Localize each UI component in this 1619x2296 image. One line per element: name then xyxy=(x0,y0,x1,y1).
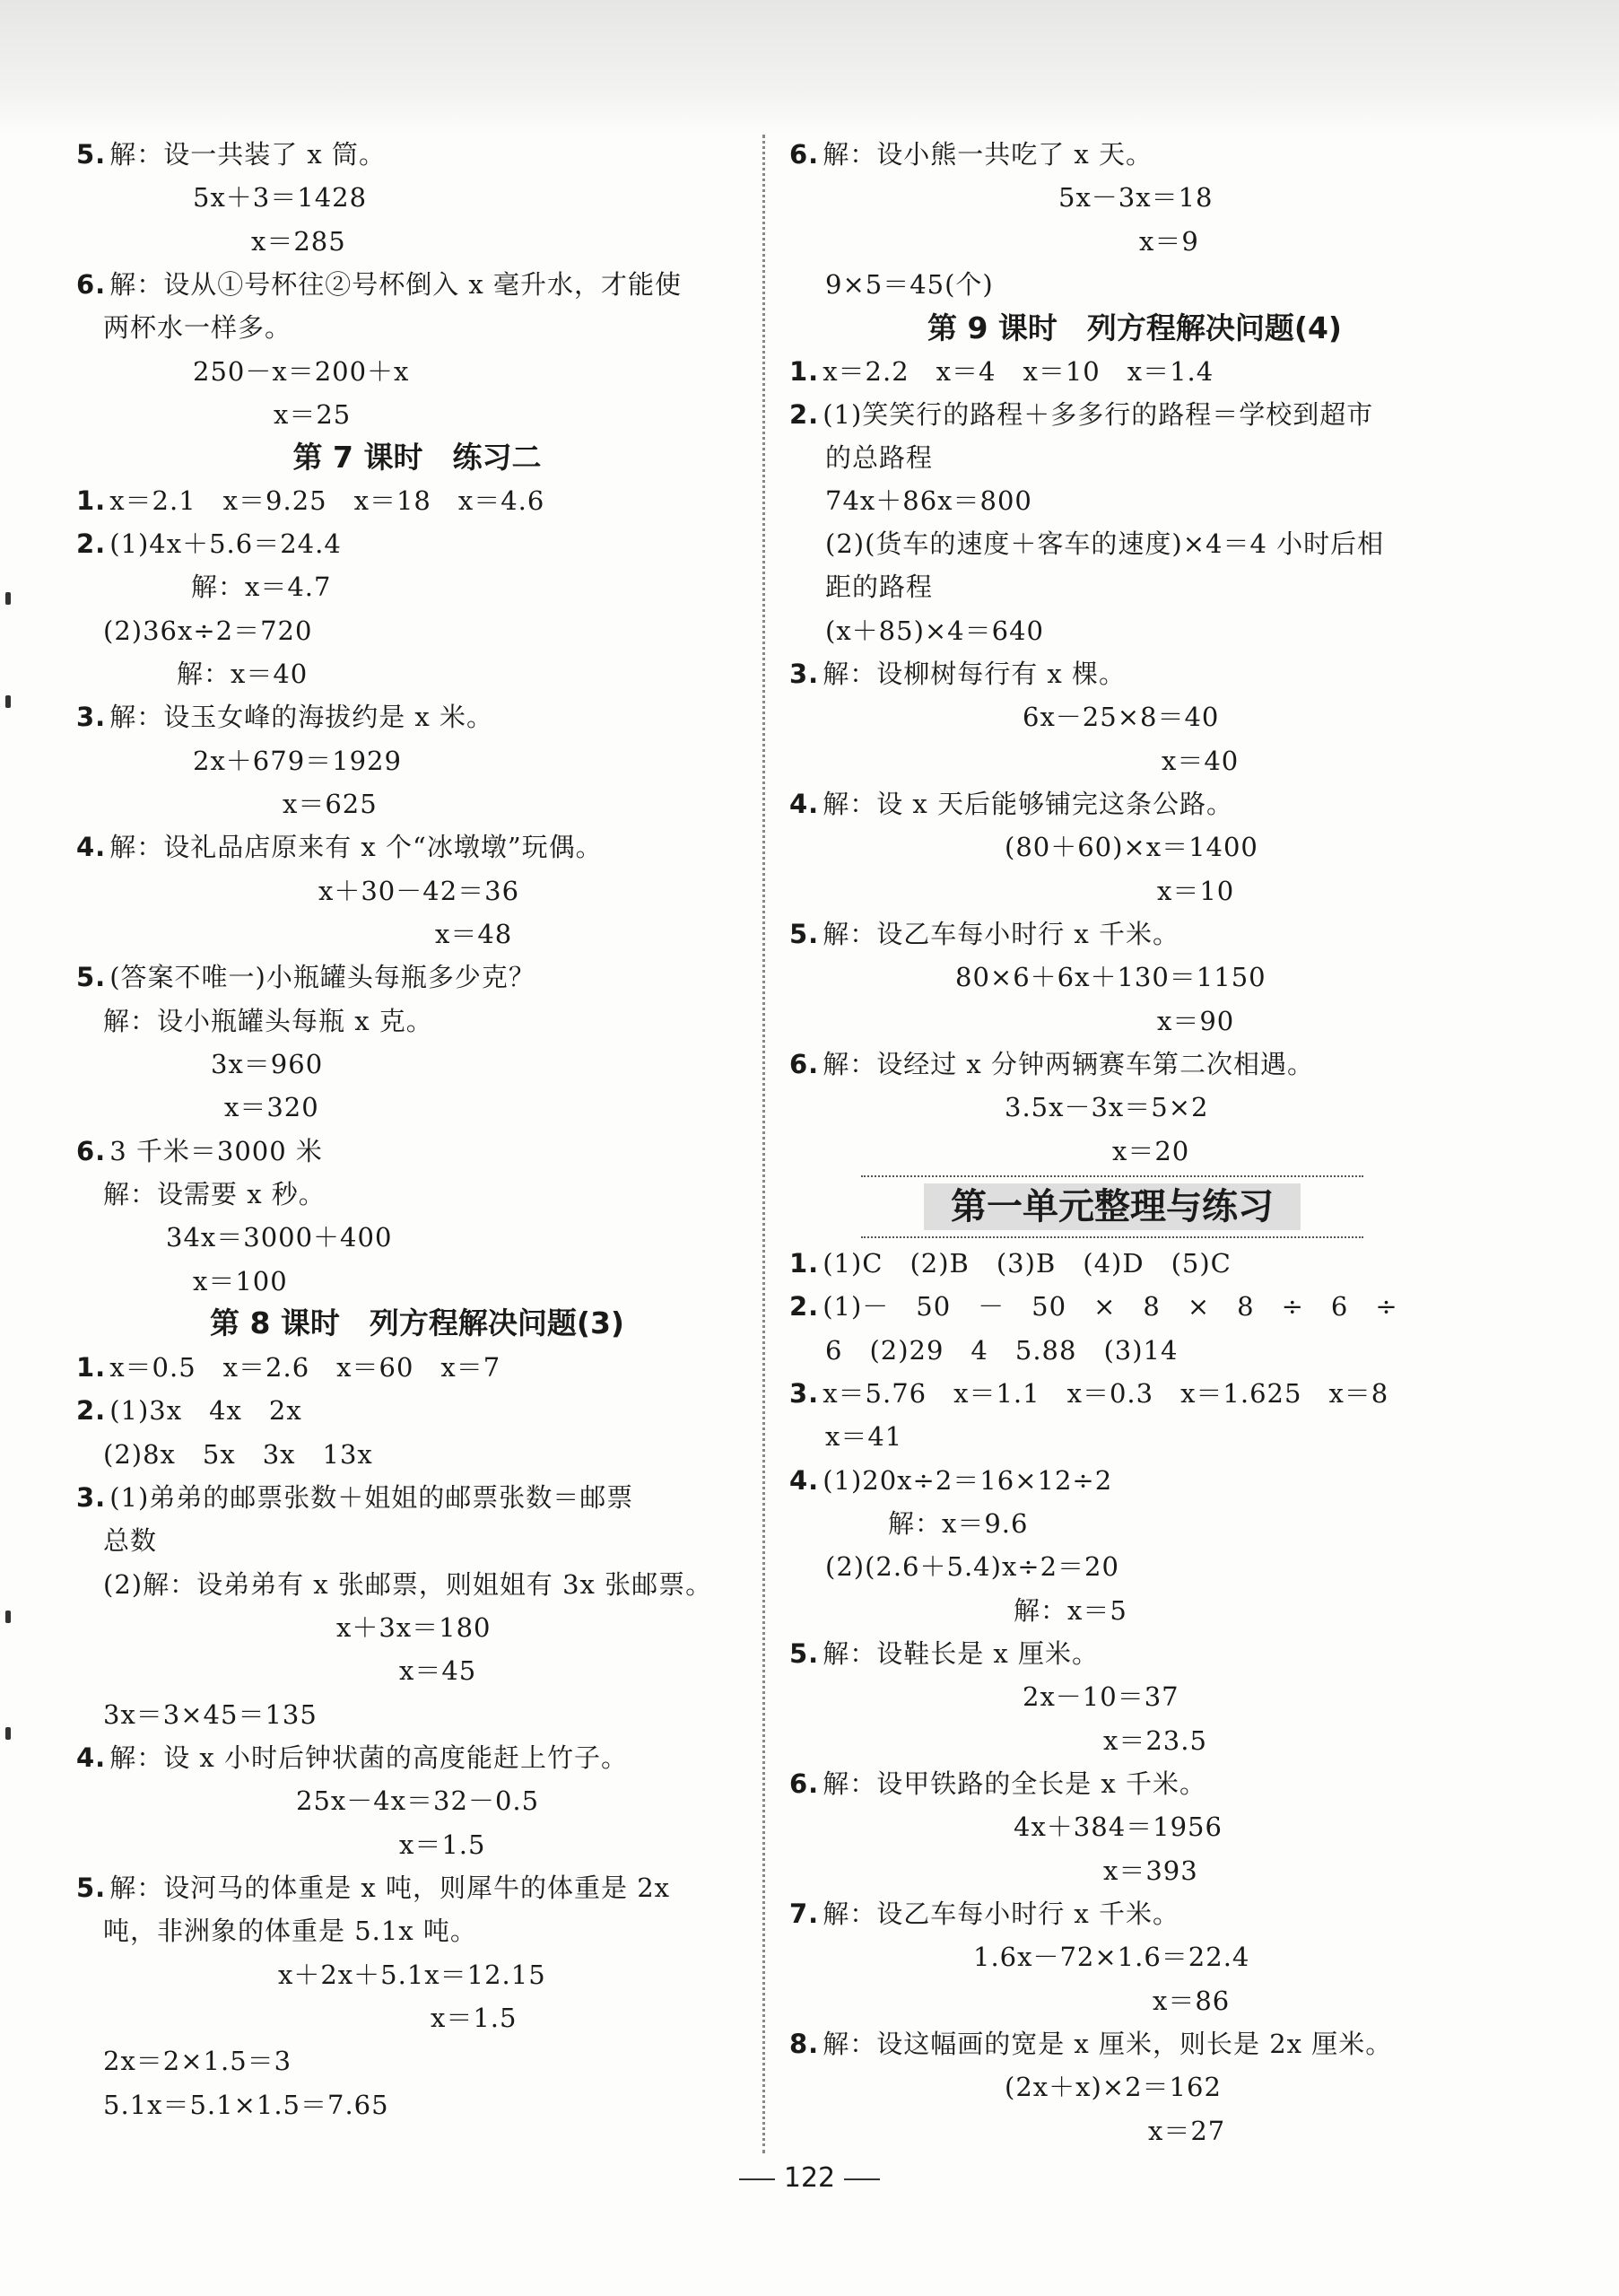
equation-line: 4x＋384＝1956 xyxy=(1014,1811,1223,1842)
equation-line: x＝320 xyxy=(224,1092,319,1122)
equation-line: x＝45 xyxy=(399,1655,477,1686)
answer-line: 1. x＝2.1 x＝9.25 x＝18 x＝4.6 xyxy=(76,485,545,516)
answer-line: 的总路程 xyxy=(825,442,934,473)
equation-line: (x＋85)×4＝640 xyxy=(825,615,1044,646)
answer-line: 解：设小瓶罐头每瓶 x 克。 xyxy=(103,1006,433,1036)
answer-line: 5. (答案不唯一)小瓶罐头每瓶多少克？ xyxy=(76,962,535,992)
answer-line: 1. x＝2.2 x＝4 x＝10 x＝1.4 xyxy=(789,356,1214,387)
equation-line: x＝86 xyxy=(1153,1986,1231,2016)
section-heading: 第 9 课时 列方程解决问题(4) xyxy=(927,310,1343,345)
answer-line: 2. (1)3x 4x 2x xyxy=(76,1395,302,1426)
answer-line: 1. x＝0.5 x＝2.6 x＝60 x＝7 xyxy=(76,1352,501,1383)
scan-mark xyxy=(5,1611,11,1623)
equation-line: 2x＋679＝1929 xyxy=(193,746,402,776)
answer-line: 4. 解：设 x 小时后钟状菌的高度能赶上竹子。 xyxy=(76,1742,628,1773)
equation-line: x＝10 xyxy=(1157,876,1235,906)
answer-line: 距的路程 xyxy=(825,572,934,602)
equation-line: x＋30－42＝36 xyxy=(318,876,520,906)
equation-line: x＝9 xyxy=(1139,226,1199,257)
answer-line: (2)(货车的速度＋客车的速度)×4＝4 小时后相 xyxy=(825,528,1385,559)
answer-line: 6. 解：设甲铁路的全长是 x 千米。 xyxy=(789,1768,1206,1799)
equation-line: x＝40 xyxy=(1162,746,1240,776)
equation-line: 5.1x＝5.1×1.5＝7.65 xyxy=(103,2090,389,2120)
answer-line: 5. 解：设河马的体重是 x 吨，则犀牛的体重是 2x xyxy=(76,1873,671,1903)
equation-line: x＝41 xyxy=(825,1421,903,1452)
answer-line: 3. x＝5.76 x＝1.1 x＝0.3 x＝1.625 x＝8 xyxy=(789,1378,1389,1409)
equation-line: 25x－4x＝32－0.5 xyxy=(296,1785,540,1816)
answer-line: 2. (1)4x＋5.6＝24.4 xyxy=(76,528,342,559)
equation-line: x＝100 xyxy=(193,1266,288,1296)
equation-line: x＝48 xyxy=(435,919,513,949)
page-number-dash xyxy=(739,2178,775,2180)
section-heading: 第 7 课时 练习二 xyxy=(292,440,542,475)
answer-line: 3. 解：设柳树每行有 x 棵。 xyxy=(789,659,1126,689)
equation-line: 1.6x－72×1.6＝22.4 xyxy=(973,1942,1250,1972)
equation-line: (80＋60)×x＝1400 xyxy=(1005,832,1258,862)
answer-line: 7. 解：设乙车每小时行 x 千米。 xyxy=(789,1899,1179,1929)
equation-line: 250－x＝200＋x xyxy=(193,356,410,387)
equation-line: x＝1.5 xyxy=(399,1829,486,1860)
unit-heading: 第一单元整理与练习 xyxy=(861,1175,1363,1238)
answer-line: 6. 解：设经过 x 分钟两辆赛车第二次相遇。 xyxy=(789,1049,1314,1079)
equation-line: 3.5x－3x＝5×2 xyxy=(1005,1092,1209,1122)
equation-line: 2x＝2×1.5＝3 xyxy=(103,2046,292,2076)
answer-line: 2. (1)笑笑行的路程＋多多行的路程＝学校到超市 xyxy=(789,399,1374,430)
answer-line: 2. (1)－ 50 － 50 × 8 × 8 ÷ 6 ÷ xyxy=(789,1291,1398,1322)
equation-line: (2)(2.6＋5.4)x÷2＝20 xyxy=(825,1551,1119,1582)
scan-mark xyxy=(5,1727,11,1740)
answer-line: (2)解：设弟弟有 x 张邮票，则姐姐有 3x 张邮票。 xyxy=(103,1569,713,1600)
answer-line: 5. 解：设鞋长是 x 厘米。 xyxy=(789,1638,1099,1669)
section-heading: 第 8 课时 列方程解决问题(3) xyxy=(209,1305,625,1340)
answer-line: 解：设需要 x 秒。 xyxy=(103,1179,326,1209)
scan-mark xyxy=(5,592,11,605)
equation-line: 3x＝960 xyxy=(211,1049,324,1079)
equation-line: x＝285 xyxy=(251,226,346,257)
equation-line: x＝27 xyxy=(1148,2116,1226,2146)
answer-line: 3. (1)弟弟的邮票张数＋姐姐的邮票张数＝邮票 xyxy=(76,1482,634,1513)
equation-line: x＋3x＝180 xyxy=(336,1612,492,1643)
answer-line: 4. 解：设 x 天后能够铺完这条公路。 xyxy=(789,789,1233,819)
answer-line: 6. 3 千米＝3000 米 xyxy=(76,1136,323,1166)
page-number-text: 122 xyxy=(783,2162,836,2194)
column-divider xyxy=(762,135,765,2153)
answer-line: 6 (2)29 4 5.88 (3)14 xyxy=(825,1335,1179,1366)
top-scan-band xyxy=(0,0,1619,135)
answer-line: 6. 解：设从①号杯往②号杯倒入 x 毫升水，才能使 xyxy=(76,269,682,300)
answer-line: 两杯水一样多。 xyxy=(103,312,292,343)
page-number xyxy=(0,2162,1619,2194)
answer-line: 1. (1)C (2)B (3)B (4)D (5)C xyxy=(789,1248,1232,1279)
equation-line: 2x－10＝37 xyxy=(1023,1681,1179,1712)
page-number-dash xyxy=(844,2178,880,2180)
answer-line: 4. 解：设礼品店原来有 x 个“冰墩墩”玩偶。 xyxy=(76,832,603,862)
answer-line: 吨，非洲象的体重是 5.1x 吨。 xyxy=(103,1916,477,1946)
equation-line: 解：x＝5 xyxy=(1014,1595,1127,1626)
answer-line: 8. 解：设这幅画的宽是 x 厘米，则长是 2x 厘米。 xyxy=(789,2029,1393,2059)
equation-line: 74x＋86x＝800 xyxy=(825,485,1032,516)
answer-line: 6. 解：设小熊一共吃了 x 天。 xyxy=(789,139,1153,170)
equation-line: 5x＋3＝1428 xyxy=(193,182,368,213)
equation-line: 34x＝3000＋400 xyxy=(166,1222,393,1253)
equation-line: 解：x＝40 xyxy=(177,659,309,689)
equation-line: x＝393 xyxy=(1103,1855,1198,1886)
equation-line: x＝25 xyxy=(274,399,352,430)
equation-line: (2)36x÷2＝720 xyxy=(103,615,313,646)
equation-line: x＝625 xyxy=(283,789,378,819)
equation-line: 80×6＋6x＋130＝1150 xyxy=(955,962,1266,992)
answer-line: 总数 xyxy=(103,1525,158,1556)
scan-mark xyxy=(5,695,11,708)
answer-line: 4. (1)20x÷2＝16×12÷2 xyxy=(789,1465,1113,1496)
answer-line: (2)8x 5x 3x 13x xyxy=(103,1439,373,1470)
answer-line: 5. 解：设乙车每小时行 x 千米。 xyxy=(789,919,1179,949)
equation-line: x＋2x＋5.1x＝12.15 xyxy=(278,1960,546,1990)
equation-line: 解：x＝9.6 xyxy=(888,1508,1029,1539)
equation-line: x＝1.5 xyxy=(431,2003,518,2033)
equation-line: 6x－25×8＝40 xyxy=(1023,702,1220,732)
equation-line: (2x＋x)×2＝162 xyxy=(1005,2072,1222,2102)
equation-line: x＝90 xyxy=(1157,1006,1235,1036)
equation-line: x＝20 xyxy=(1112,1136,1190,1166)
equation-line: 5x－3x＝18 xyxy=(1058,182,1214,213)
answer-line: 3. 解：设玉女峰的海拔约是 x 米。 xyxy=(76,702,493,732)
equation-line: 3x＝3×45＝135 xyxy=(103,1699,318,1730)
equation-line: x＝23.5 xyxy=(1103,1725,1207,1756)
equation-line: 解：x＝4.7 xyxy=(191,572,332,602)
answer-line: 5. 解：设一共装了 x 筒。 xyxy=(76,139,386,170)
equation-line: 9×5＝45(个) xyxy=(825,269,994,300)
